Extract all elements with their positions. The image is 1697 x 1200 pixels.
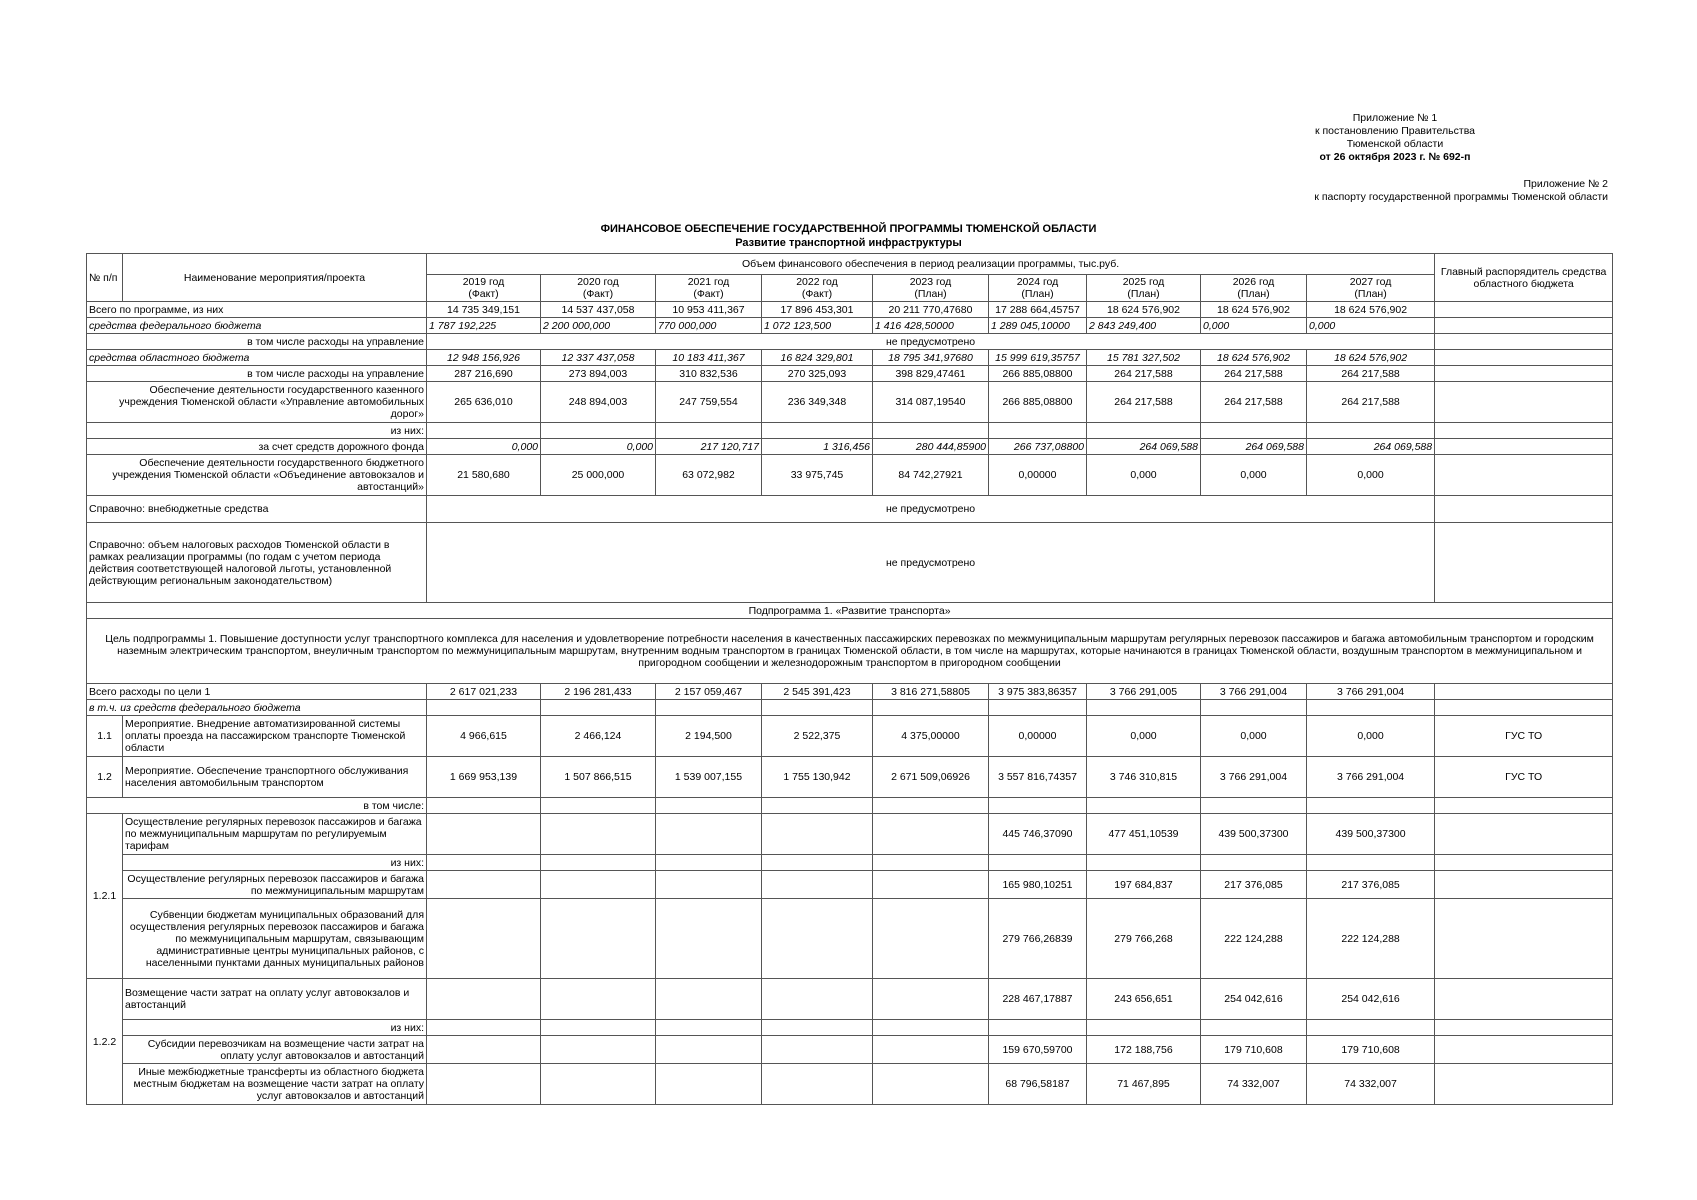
cell-value: 2 466,124	[541, 716, 656, 757]
appendix-1-line2: к постановлению Правительства	[1314, 125, 1476, 137]
cell-value: 236 349,348	[762, 382, 873, 423]
cell-empty	[1435, 899, 1613, 979]
cell-value: 3 766 291,004	[1201, 684, 1307, 700]
subprogram-title: Подпрограмма 1. «Развитие транспорта»	[87, 603, 1613, 619]
cell-label: в том числе расходы на управление	[87, 366, 427, 382]
cell-value: 18 624 576,902	[1201, 302, 1307, 318]
year-2019: 2019 год (Факт)	[427, 275, 541, 302]
cell-empty	[762, 1064, 873, 1105]
cell-value: 0,000	[1201, 318, 1307, 334]
cell-empty	[656, 899, 762, 979]
cell-empty	[541, 798, 656, 814]
cell-empty	[656, 1020, 762, 1036]
cell-empty	[1087, 798, 1201, 814]
cell-value: 1 072 123,500	[762, 318, 873, 334]
cell-empty	[1087, 700, 1201, 716]
row-r122a	[87, 1036, 1613, 1064]
cell-value: 477 451,10539	[1087, 814, 1201, 855]
cell-empty	[1435, 700, 1613, 716]
cell-empty	[762, 423, 873, 439]
row-of_them	[87, 423, 1613, 439]
appendix-1-line1: Приложение № 1	[1352, 112, 1438, 124]
cell-value: 287 216,690	[427, 366, 541, 382]
cell-value: 279 766,26839	[989, 899, 1087, 979]
cell-empty	[541, 1036, 656, 1064]
cell-value: 17 288 664,45757	[989, 302, 1087, 318]
row-road_fund	[87, 439, 1613, 455]
cell-empty	[541, 1064, 656, 1105]
appendix-1-header	[1245, 112, 1545, 164]
cell-value: 18 624 576,902	[1201, 350, 1307, 366]
cell-empty	[1435, 318, 1613, 334]
row-r11	[87, 716, 1613, 757]
cell-value: 14 537 437,058	[541, 302, 656, 318]
cell-value: 264 217,588	[1201, 366, 1307, 382]
cell-empty	[1435, 1020, 1613, 1036]
cell-empty	[989, 700, 1087, 716]
cell-empty	[873, 1020, 989, 1036]
cell-value: 18 624 576,902	[1307, 302, 1435, 318]
cell-value: 264 217,588	[1087, 366, 1201, 382]
cell-value: 222 124,288	[1201, 899, 1307, 979]
cell-empty	[541, 979, 656, 1020]
cell-value: 172 188,756	[1087, 1036, 1201, 1064]
cell-value: 12 948 156,926	[427, 350, 541, 366]
cell-empty	[1435, 1036, 1613, 1064]
row-total	[87, 302, 1613, 318]
cell-empty	[656, 1064, 762, 1105]
cell-label: Мероприятие. Внедрение автоматизированной системы оплаты проезда на пассажирском транспорте Тюменской области	[123, 716, 427, 757]
row-r121b	[87, 899, 1613, 979]
cell-empty	[656, 1036, 762, 1064]
cell-empty	[427, 1036, 541, 1064]
cell-empty	[1435, 366, 1613, 382]
cell-label: в том числе:	[87, 798, 427, 814]
cell-empty	[427, 700, 541, 716]
cell-value: 266 885,08800	[989, 382, 1087, 423]
cell-value: 439 500,37300	[1307, 814, 1435, 855]
cell-empty	[873, 423, 989, 439]
cell-value: 1 316,456	[762, 439, 873, 455]
cell-label: Всего расходы по цели 1	[87, 684, 427, 700]
cell-value: 279 766,268	[1087, 899, 1201, 979]
cell-empty	[541, 814, 656, 855]
row-mgmt1	[87, 334, 1613, 350]
cell-value: 2 194,500	[656, 716, 762, 757]
year-2020: 2020 год (Факт)	[541, 275, 656, 302]
cell-value: 3 746 310,815	[1087, 757, 1201, 798]
cell-value: 217 376,085	[1201, 871, 1307, 899]
cell-empty	[1307, 798, 1435, 814]
cell-value: 254 042,616	[1201, 979, 1307, 1020]
cell-empty	[1435, 1064, 1613, 1105]
cell-value: 270 325,093	[762, 366, 873, 382]
cell-value: 314 087,19540	[873, 382, 989, 423]
cell-empty	[427, 1064, 541, 1105]
cell-value: 264 069,588	[1087, 439, 1201, 455]
cell-label: Субсидии перевозчикам на возмещение части затрат на оплату услуг автовокзалов и автостанций	[123, 1036, 427, 1064]
cell-value: 74 332,007	[1307, 1064, 1435, 1105]
title-line2: Развитие транспортной инфраструктуры	[735, 237, 962, 249]
cell-empty	[1201, 1020, 1307, 1036]
year-2027: 2027 год (План)	[1307, 275, 1435, 302]
year-2023: 2023 год (План)	[873, 275, 989, 302]
cell-empty	[1201, 423, 1307, 439]
cell-label: Справочно: объем налоговых расходов Тюменской области в рамках реализации программы (по годам с учетом периода действия соответствующей налоговой льготы, установленной действующим региональным законодательством)	[87, 523, 427, 603]
cell-empty	[873, 700, 989, 716]
cell-value: 165 980,10251	[989, 871, 1087, 899]
cell-value: 0,00000	[989, 716, 1087, 757]
cell-value: 243 656,651	[1087, 979, 1201, 1020]
row-r122_of	[87, 1020, 1613, 1036]
cell-value: 439 500,37300	[1201, 814, 1307, 855]
cell-no: 1.2.1	[87, 814, 123, 979]
row-goal_total	[87, 684, 1613, 700]
cell-empty	[1435, 423, 1613, 439]
cell-empty	[989, 855, 1087, 871]
cell-empty	[989, 798, 1087, 814]
cell-manager: ГУС ТО	[1435, 716, 1613, 757]
cell-merged-text: не предусмотрено	[427, 523, 1435, 603]
cell-empty	[427, 979, 541, 1020]
cell-empty	[541, 700, 656, 716]
cell-value: 33 975,745	[762, 455, 873, 496]
cell-value: 15 781 327,502	[1087, 350, 1201, 366]
cell-empty	[656, 871, 762, 899]
cell-empty	[1435, 350, 1613, 366]
cell-label: Возмещение части затрат на оплату услуг автовокзалов и автостанций	[123, 979, 427, 1020]
cell-label: Справочно: внебюджетные средства	[87, 496, 427, 523]
cell-label: Обеспечение деятельности государственного казенного учреждения Тюменской области «Управление автомобильных дорог»	[87, 382, 427, 423]
cell-value: 16 824 329,801	[762, 350, 873, 366]
cell-value: 0,000	[541, 439, 656, 455]
cell-empty	[427, 855, 541, 871]
cell-empty	[1307, 855, 1435, 871]
cell-empty	[1087, 1020, 1201, 1036]
cell-value: 3 557 816,74357	[989, 757, 1087, 798]
cell-value: 2 522,375	[762, 716, 873, 757]
cell-value: 1 507 866,515	[541, 757, 656, 798]
cell-value: 63 072,982	[656, 455, 762, 496]
cell-empty	[873, 1064, 989, 1105]
cell-value: 248 894,003	[541, 382, 656, 423]
cell-value: 266 737,08800	[989, 439, 1087, 455]
cell-value: 74 332,007	[1201, 1064, 1307, 1105]
cell-value: 217 120,717	[656, 439, 762, 455]
cell-label: Всего по программе, из них	[87, 302, 427, 318]
row-r122	[87, 979, 1613, 1020]
cell-value: 10 183 411,367	[656, 350, 762, 366]
cell-empty	[1435, 798, 1613, 814]
cell-value: 3 766 291,005	[1087, 684, 1201, 700]
cell-empty	[656, 979, 762, 1020]
cell-no: 1.2.2	[87, 979, 123, 1105]
cell-label: средства федерального бюджета	[87, 318, 427, 334]
cell-empty	[762, 700, 873, 716]
cell-no: 1.1	[87, 716, 123, 757]
row-subprogram	[87, 603, 1613, 619]
cell-empty	[762, 855, 873, 871]
cell-empty	[1435, 855, 1613, 871]
cell-value: 18 624 576,902	[1087, 302, 1201, 318]
cell-value: 3 766 291,004	[1307, 684, 1435, 700]
cell-empty	[1435, 496, 1613, 523]
cell-value: 1 669 953,139	[427, 757, 541, 798]
cell-label: из них:	[123, 855, 427, 871]
cell-value: 4 375,00000	[873, 716, 989, 757]
cell-empty	[873, 871, 989, 899]
year-2026: 2026 год (План)	[1201, 275, 1307, 302]
cell-value: 222 124,288	[1307, 899, 1435, 979]
cell-value: 2 671 509,06926	[873, 757, 989, 798]
cell-empty	[656, 700, 762, 716]
row-r121_of	[87, 855, 1613, 871]
cell-value: 1 787 192,225	[427, 318, 541, 334]
cell-value: 264 217,588	[1307, 382, 1435, 423]
cell-empty	[1201, 798, 1307, 814]
cell-value: 179 710,608	[1201, 1036, 1307, 1064]
cell-value: 2 545 391,423	[762, 684, 873, 700]
cell-value: 247 759,554	[656, 382, 762, 423]
row-mgmt2	[87, 366, 1613, 382]
row-offbudget	[87, 496, 1613, 523]
appendix-2-line1: Приложение № 2	[1523, 178, 1608, 190]
header-no: № п/п	[87, 254, 123, 302]
appendix-1-line3: Тюменской области	[1346, 138, 1444, 150]
row-r12	[87, 757, 1613, 798]
cell-label: Осуществление регулярных перевозок пассажиров и багажа по межмуниципальным маршрутам по регулируемым тарифам	[123, 814, 427, 855]
cell-empty	[1087, 423, 1201, 439]
cell-label: Иные межбюджетные трансферты из областного бюджета местным бюджетам на возмещение части затрат на оплату услуг автовокзалов и автостанций	[123, 1064, 427, 1105]
cell-empty	[762, 1020, 873, 1036]
cell-value: 280 444,85900	[873, 439, 989, 455]
cell-label: за счет средств дорожного фонда	[87, 439, 427, 455]
cell-empty	[427, 798, 541, 814]
cell-value: 0,000	[1087, 716, 1201, 757]
cell-label: Обеспечение деятельности государственного бюджетного учреждения Тюменской области «Объединение автовокзалов и автостанций»	[87, 455, 427, 496]
cell-value: 0,000	[1307, 318, 1435, 334]
cell-empty	[1435, 439, 1613, 455]
cell-manager: ГУС ТО	[1435, 757, 1613, 798]
cell-value: 0,000	[1201, 455, 1307, 496]
cell-value: 273 894,003	[541, 366, 656, 382]
cell-value: 2 843 249,400	[1087, 318, 1201, 334]
row-roads	[87, 382, 1613, 423]
header-name: Наименование мероприятия/проекта	[123, 254, 427, 302]
row-r121	[87, 814, 1613, 855]
cell-value: 2 196 281,433	[541, 684, 656, 700]
cell-value: 2 200 000,000	[541, 318, 656, 334]
cell-value: 1 289 045,10000	[989, 318, 1087, 334]
cell-value: 21 580,680	[427, 455, 541, 496]
cell-value: 770 000,000	[656, 318, 762, 334]
cell-empty	[541, 899, 656, 979]
title-line1: ФИНАНСОВОЕ ОБЕСПЕЧЕНИЕ ГОСУДАРСТВЕННОЙ ПРОГРАММЫ ТЮМЕНСКОЙ ОБЛАСТИ	[600, 223, 1097, 235]
cell-empty	[1435, 814, 1613, 855]
cell-empty	[873, 855, 989, 871]
cell-empty	[1435, 455, 1613, 496]
cell-label: Субвенции бюджетам муниципальных образований для осуществления регулярных перевозок пассажиров и багажа по межмуниципальным маршрутам, связывающим административные центры муниципальных районов, с населенными пунктами данных муниципальных районов	[123, 899, 427, 979]
cell-merged-text: не предусмотрено	[427, 496, 1435, 523]
cell-empty	[656, 855, 762, 871]
cell-label: из них:	[87, 423, 427, 439]
cell-empty	[873, 798, 989, 814]
cell-label: средства областного бюджета	[87, 350, 427, 366]
cell-empty	[656, 423, 762, 439]
cell-value: 1 755 130,942	[762, 757, 873, 798]
cell-value: 3 975 383,86357	[989, 684, 1087, 700]
cell-value: 264 217,588	[1087, 382, 1201, 423]
cell-empty	[1435, 979, 1613, 1020]
cell-value: 264 069,588	[1307, 439, 1435, 455]
cell-empty	[427, 814, 541, 855]
document-title	[0, 222, 1697, 250]
cell-value: 179 710,608	[1307, 1036, 1435, 1064]
cell-value: 84 742,27921	[873, 455, 989, 496]
cell-empty	[427, 1020, 541, 1036]
cell-value: 254 042,616	[1307, 979, 1435, 1020]
cell-empty	[541, 855, 656, 871]
cell-empty	[762, 871, 873, 899]
cell-value: 266 885,08800	[989, 366, 1087, 382]
cell-empty	[1435, 871, 1613, 899]
cell-no: 1.2	[87, 757, 123, 798]
appendix-2-line2: к паспорту государственной программы Тюменской области	[1314, 191, 1608, 203]
header-manager: Главный распорядитель средства областного бюджета	[1435, 254, 1613, 302]
cell-value: 264 069,588	[1201, 439, 1307, 455]
cell-value: 264 217,588	[1201, 382, 1307, 423]
cell-value: 4 966,615	[427, 716, 541, 757]
cell-value: 265 636,010	[427, 382, 541, 423]
cell-value: 12 337 437,058	[541, 350, 656, 366]
cell-value: 14 735 349,151	[427, 302, 541, 318]
cell-empty	[541, 871, 656, 899]
cell-empty	[762, 1036, 873, 1064]
cell-value: 2 157 059,467	[656, 684, 762, 700]
cell-empty	[989, 423, 1087, 439]
row-goal_fed	[87, 700, 1613, 716]
cell-value: 3 766 291,004	[1201, 757, 1307, 798]
cell-empty	[762, 979, 873, 1020]
cell-empty	[427, 423, 541, 439]
year-2025: 2025 год (План)	[1087, 275, 1201, 302]
appendix-2-header	[1314, 178, 1608, 204]
cell-value: 18 624 576,902	[1307, 350, 1435, 366]
cell-merged-text: не предусмотрено	[427, 334, 1435, 350]
cell-value: 71 467,895	[1087, 1064, 1201, 1105]
cell-value: 398 829,47461	[873, 366, 989, 382]
cell-empty	[873, 814, 989, 855]
cell-value: 17 896 453,301	[762, 302, 873, 318]
row-r121a	[87, 871, 1613, 899]
row-goal	[87, 619, 1613, 684]
cell-empty	[541, 1020, 656, 1036]
cell-empty	[427, 899, 541, 979]
cell-label: из них:	[123, 1020, 427, 1036]
year-2022: 2022 год (Факт)	[762, 275, 873, 302]
cell-empty	[762, 814, 873, 855]
cell-value: 264 217,588	[1307, 366, 1435, 382]
cell-value: 0,000	[1087, 455, 1201, 496]
cell-label: в т.ч. из средств федерального бюджета	[87, 700, 427, 716]
row-regional	[87, 350, 1613, 366]
cell-value: 0,000	[427, 439, 541, 455]
header-volume: Объем финансового обеспечения в период реализации программы, тыс.руб.	[427, 254, 1435, 275]
cell-value: 159 670,59700	[989, 1036, 1087, 1064]
cell-label: Мероприятие. Обеспечение транспортного обслуживания населения автомобильным транспортом	[123, 757, 427, 798]
row-tax	[87, 523, 1613, 603]
cell-empty	[1435, 302, 1613, 318]
goal-text: Цель подпрограммы 1. Повышение доступности услуг транспортного комплекса для населения и удовлетворение потребности населения в качественных пассажирских перевозках по межмуниципальным маршрутам регулярных перевозок пассажиров и багажа автомобильным транспортом и городским наземным электрическим транспортом, внеуличным транспортом по межмуниципальным маршрутам, внутренним водным транспортом в границах Тюменской области, в том числе на маршрутах, которые начинаются в границах Тюменской области, воздушным транспортом в межмуниципальном и пригородном сообщении и железнодорожным транспортом в пригородном сообщении	[87, 619, 1613, 684]
cell-empty	[1201, 855, 1307, 871]
cell-value: 18 795 341,97680	[873, 350, 989, 366]
cell-label: Осуществление регулярных перевозок пассажиров и багажа по межмуниципальным маршрутам	[123, 871, 427, 899]
cell-value: 197 684,837	[1087, 871, 1201, 899]
cell-value: 15 999 619,35757	[989, 350, 1087, 366]
cell-value: 217 376,085	[1307, 871, 1435, 899]
cell-empty	[873, 1036, 989, 1064]
cell-empty	[1307, 700, 1435, 716]
cell-value: 1 539 007,155	[656, 757, 762, 798]
cell-empty	[989, 1020, 1087, 1036]
cell-value: 0,00000	[989, 455, 1087, 496]
cell-empty	[1201, 700, 1307, 716]
cell-value: 1 416 428,50000	[873, 318, 989, 334]
cell-value: 3 816 271,58805	[873, 684, 989, 700]
cell-empty	[656, 798, 762, 814]
cell-empty	[541, 423, 656, 439]
row-r122b	[87, 1064, 1613, 1105]
cell-empty	[873, 899, 989, 979]
row-federal	[87, 318, 1613, 334]
cell-value: 10 953 411,367	[656, 302, 762, 318]
cell-empty	[1435, 684, 1613, 700]
cell-value: 0,000	[1201, 716, 1307, 757]
cell-value: 2 617 021,233	[427, 684, 541, 700]
year-2024: 2024 год (План)	[989, 275, 1087, 302]
cell-empty	[762, 899, 873, 979]
cell-empty	[427, 871, 541, 899]
cell-value: 228 467,17887	[989, 979, 1087, 1020]
cell-empty	[1087, 855, 1201, 871]
cell-empty	[873, 979, 989, 1020]
cell-value: 0,000	[1307, 716, 1435, 757]
cell-value: 445 746,37090	[989, 814, 1087, 855]
cell-value: 68 796,58187	[989, 1064, 1087, 1105]
cell-empty	[1435, 334, 1613, 350]
appendix-1-line4: от 26 октября 2023 г. № 692-п	[1319, 151, 1471, 163]
cell-value: 310 832,536	[656, 366, 762, 382]
cell-empty	[762, 798, 873, 814]
cell-value: 25 000,000	[541, 455, 656, 496]
cell-label: в том числе расходы на управление	[87, 334, 427, 350]
financing-table	[86, 253, 1613, 1105]
row-incl	[87, 798, 1613, 814]
cell-empty	[1435, 523, 1613, 603]
row-bus	[87, 455, 1613, 496]
cell-empty	[1307, 1020, 1435, 1036]
cell-empty	[1307, 423, 1435, 439]
table-header-row	[87, 254, 1613, 275]
cell-value: 0,000	[1307, 455, 1435, 496]
cell-value: 3 766 291,004	[1307, 757, 1435, 798]
cell-empty	[1435, 382, 1613, 423]
cell-value: 20 211 770,47680	[873, 302, 989, 318]
year-2021: 2021 год (Факт)	[656, 275, 762, 302]
cell-empty	[656, 814, 762, 855]
